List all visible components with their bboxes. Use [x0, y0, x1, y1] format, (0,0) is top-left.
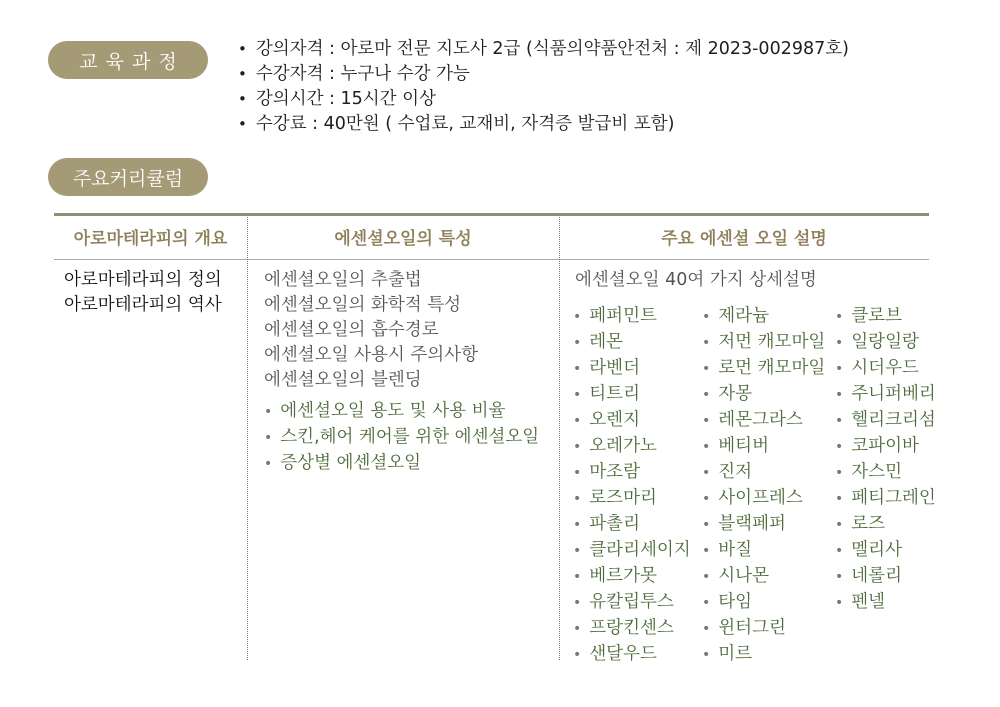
column-divider: [559, 217, 560, 660]
characteristic-bullet: • 스킨,헤어 케어를 위한 에센셜오일: [264, 425, 539, 451]
oil-item: • 주니퍼베리: [835, 382, 936, 408]
oil-item: • 미르: [702, 642, 825, 668]
header-oil-descriptions: 주요 에센셜 오일 설명: [661, 229, 827, 249]
oil-item: • 파촐리: [573, 512, 691, 538]
course-info-list: [238, 37, 849, 137]
course-info-item: • 수강자격 : 누구나 수강 가능: [238, 62, 849, 87]
oil-item: • 시나몬: [702, 564, 825, 590]
curriculum-badge: 주요커리큘럼: [48, 158, 208, 196]
oil-item: • 코파이바: [835, 434, 936, 460]
oil-item: • 시더우드: [835, 356, 936, 382]
characteristic-item: 에센셜오일의 추출법: [264, 270, 422, 290]
oil-item: • 자몽: [702, 382, 825, 408]
oil-item: • 타임: [702, 590, 825, 616]
oil-item: • 베티버: [702, 434, 825, 460]
oil-item: • 헬리크리섬: [835, 408, 936, 434]
oil-item: • 오렌지: [573, 408, 691, 434]
characteristic-bullet: • 에센셜오일 용도 및 사용 비율: [264, 399, 539, 425]
column-divider: [247, 217, 248, 660]
oil-item: • 레몬: [573, 330, 691, 356]
course-info-item: • 강의시간 : 15시간 이상: [238, 87, 849, 112]
oil-item: • 레몬그라스: [702, 408, 825, 434]
oil-item: • 페티그레인: [835, 486, 936, 512]
oil-item: • 저먼 캐모마일: [702, 330, 825, 356]
oil-item: • 멜리사: [835, 538, 936, 564]
overview-item: 아로마테라피의 정의: [64, 270, 222, 290]
oil-item: • 자스민: [835, 460, 936, 486]
oil-item: • 일랑일랑: [835, 330, 936, 356]
characteristic-item: 에센셜오일 사용시 주의사항: [264, 345, 478, 365]
oil-item: • 로즈: [835, 512, 936, 538]
oil-item: • 샌달우드: [573, 642, 691, 668]
overview-column: [64, 268, 222, 318]
oil-item: • 펜넬: [835, 590, 936, 616]
course-info-item: • 수강료 : 40만원 ( 수업료, 교재비, 자격증 발급비 포함): [238, 112, 849, 137]
header-characteristics: 에센셜오일의 특성: [334, 229, 472, 249]
oil-list-b: [702, 304, 825, 668]
oil-item: • 베르가못: [573, 564, 691, 590]
oil-item: • 바질: [702, 538, 825, 564]
oil-item: • 클라리세이지: [573, 538, 691, 564]
table-top-rule: [54, 213, 929, 216]
characteristic-bullet: • 증상별 에센셜오일: [264, 451, 539, 477]
oil-item: • 마조람: [573, 460, 691, 486]
oil-list-a: [573, 304, 691, 668]
oil-section-title: 에센셜오일 40여 가지 상세설명: [575, 270, 817, 290]
oil-item: • 로즈마리: [573, 486, 691, 512]
oil-item: • 프랑킨센스: [573, 616, 691, 642]
oil-item: • 윈터그린: [702, 616, 825, 642]
characteristics-column: [264, 268, 539, 477]
table-header-rule: [54, 259, 929, 260]
oil-item: • 클로브: [835, 304, 936, 330]
oil-item: • 사이프레스: [702, 486, 825, 512]
oil-item: • 오레가노: [573, 434, 691, 460]
characteristic-item: 에센셜오일의 화학적 특성: [264, 295, 462, 315]
oil-item: • 네롤리: [835, 564, 936, 590]
characteristic-item: 에센셜오일의 블렌딩: [264, 370, 422, 390]
overview-item: 아로마테라피의 역사: [64, 295, 222, 315]
oil-list-c: [835, 304, 936, 616]
characteristic-item: 에센셜오일의 흡수경로: [264, 320, 439, 340]
oil-item: • 진저: [702, 460, 825, 486]
oil-item: • 페퍼민트: [573, 304, 691, 330]
education-badge: 교육과정: [48, 41, 208, 79]
oil-item: • 라벤더: [573, 356, 691, 382]
course-info-item: • 강의자격 : 아로마 전문 지도사 2급 (식품의약품안전처 : 제 2023-002987호): [238, 37, 849, 62]
header-overview: 아로마테라피의 개요: [73, 229, 228, 249]
oil-item: • 로먼 캐모마일: [702, 356, 825, 382]
oil-item: • 유칼립투스: [573, 590, 691, 616]
oil-item: • 제라늄: [702, 304, 825, 330]
oil-item: • 티트리: [573, 382, 691, 408]
oil-item: • 블랙페퍼: [702, 512, 825, 538]
